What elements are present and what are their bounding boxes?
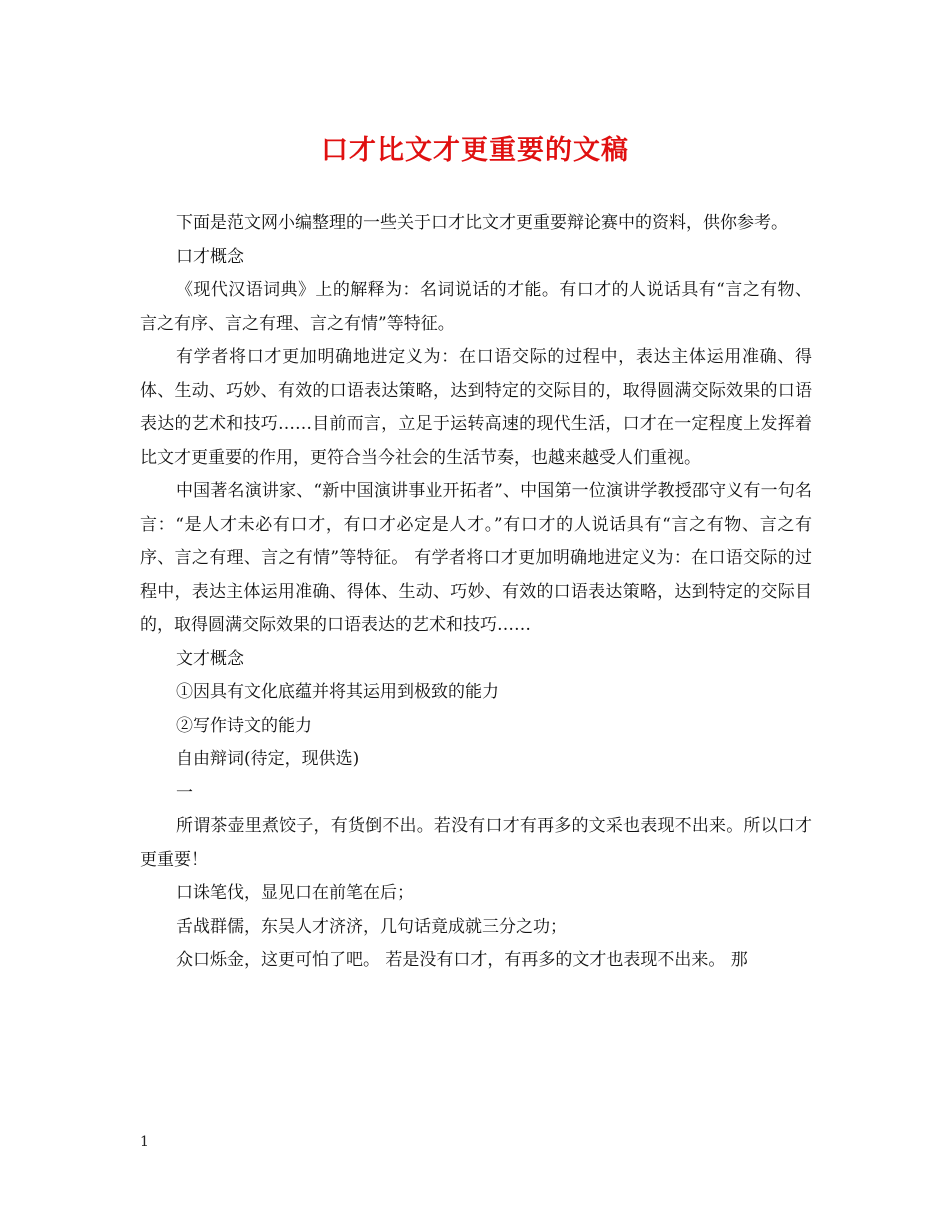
- paragraph-mouth-before-pen: 口诛笔伐，显见口在前笔在后；: [176, 883, 414, 903]
- paragraph-debate-scholars: 舌战群儒，东吴人才济济，几句话竟成就三分之功；: [176, 916, 567, 937]
- document-body: [140, 207, 812, 978]
- paragraph-intro: 下面是范文网小编整理的一些关于口才比文才更重要辩论赛中的资料，供你参考。: [176, 213, 788, 233]
- list-item-1: ①因具有文化底蕴并将其运用到极致的能力: [176, 682, 499, 702]
- heading-literary-concept: 文才概念: [176, 648, 244, 669]
- list-item-2: ②写作诗文的能力: [176, 715, 312, 736]
- page-number: 1: [140, 1134, 149, 1150]
- paragraph-dictionary-definition: 《现代汉语词典》上的解释为：名词说话的才能。有口才的人说话具有“言之有物、言之有序、言之有理、言之有情”等特征。: [140, 280, 812, 334]
- paragraph-famous-quote: 中国著名演讲家、“新中国演讲事业开拓者”、中国第一位演讲学教授邵守义有一句名言：“是人才未必有口才，有口才必定是人才。”有口才的人说话具有“言之有物、言之有序、言之有理、言之有情”等特征。 有学者将口才更加明确地进定义为：在口语交际的过程中，表达主体运用准确、得体、生动、巧妙、有效的口语表达策略，达到特定的交际目的，取得圆满交际效果的口语表达的艺术和技巧……: [140, 481, 812, 635]
- section-number-one: 一: [176, 782, 193, 803]
- paragraph-scholar-definition: 有学者将口才更加明确地进定义为：在口语交际的过程中，表达主体运用准确、得体、生动、巧妙、有效的口语表达策略，达到特定的交际目的，取得圆满交际效果的口语表达的艺术和技巧……目前而言，立足于运转高速的现代生活，口才在一定程度上发挥着比文才更重要的作用，更符合当今社会的生活节奏，也越来越受人们重视。: [140, 347, 812, 468]
- document-title: 口才比文才更重要的文稿: [321, 135, 629, 166]
- paragraph-many-mouths: 众口烁金，这更可怕了吧。 若是没有口才，有再多的文才也表现不出来。 那: [176, 950, 748, 970]
- heading-free-debate: 自由辩词(待定，现供选): [176, 749, 360, 769]
- paragraph-teapot-dumplings: 所谓茶壶里煮饺子，有货倒不出。若没有口才有再多的文采也表现不出来。所以口才更重要！: [140, 816, 812, 870]
- heading-eloquence-concept: 口才概念: [176, 246, 244, 267]
